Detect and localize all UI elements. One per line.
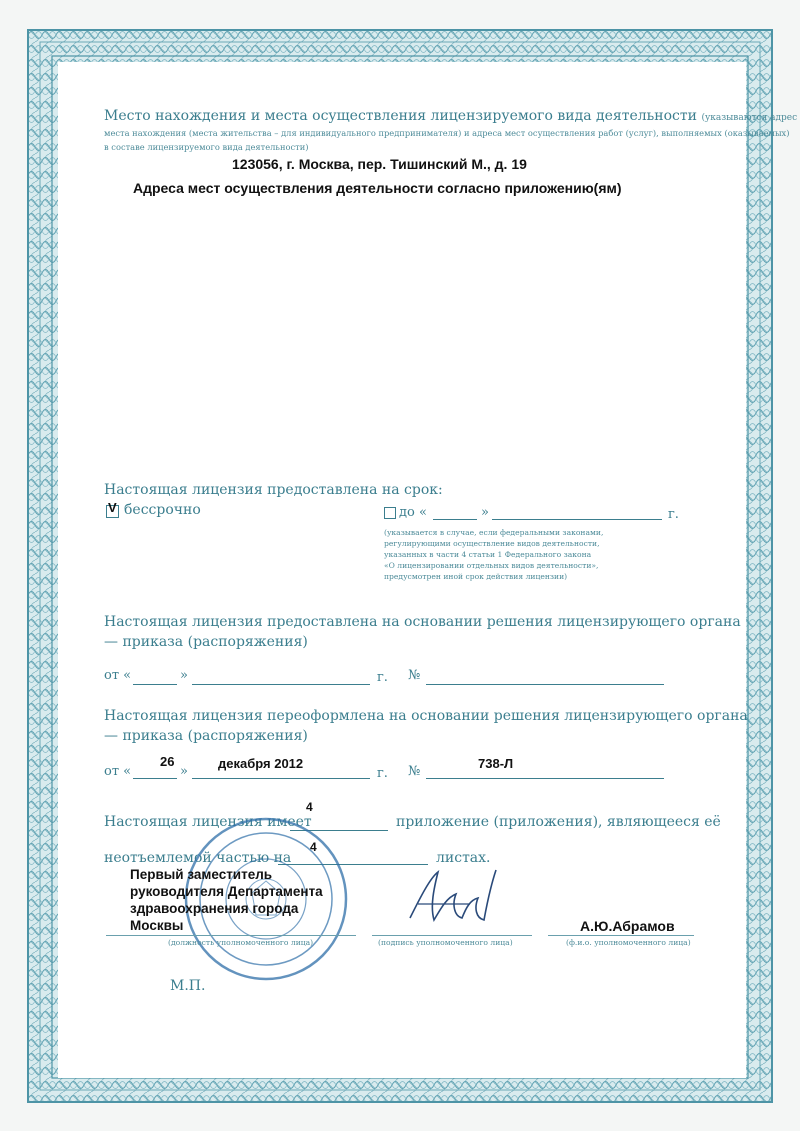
- reissued-date-line: [192, 778, 370, 779]
- appendix-sheets: 4: [310, 840, 317, 854]
- reissued-quote-close: »: [180, 764, 188, 779]
- granted-number-line: [426, 684, 664, 685]
- appendix-line2-prefix: неотъемлемой частью на: [104, 850, 292, 866]
- appendix-count: 4: [306, 800, 313, 814]
- signatory-position: [130, 866, 323, 934]
- appendix-line2-suffix: листах.: [436, 850, 491, 866]
- name-line: [548, 935, 694, 936]
- term-note-3: указанных в части 4 статьи 1 Федерального закона: [384, 550, 592, 559]
- location-heading: Место нахождения и места осуществления лицензируемого вида деятельности (указываются адрес: [104, 108, 798, 124]
- addresses-reference: Адреса мест осуществления деятельности согласно приложению(ям): [133, 180, 622, 196]
- appendix-line1-prefix: Настоящая лицензия имеет: [104, 814, 312, 830]
- until-checkbox: [384, 507, 396, 519]
- basis-reissued-line1: Настоящая лицензия переоформлена на основании решения лицензирующего органа: [104, 708, 748, 724]
- term-note-2: регулирующими осуществление видов деятельности,: [384, 539, 600, 548]
- signatory-name: А.Ю.Абрамов: [580, 918, 675, 934]
- term-note-1: (указывается в случае, если федеральными законами,: [384, 528, 604, 537]
- granted-number-label: №: [408, 668, 421, 683]
- reissued-month-year: декабря 2012: [218, 756, 304, 771]
- until-quote-close: »: [481, 505, 489, 520]
- check-mark: V: [108, 500, 117, 515]
- granted-date-line: [192, 684, 370, 685]
- unlimited-label: бессрочно: [124, 502, 201, 518]
- granted-year-suffix: г.: [377, 670, 388, 685]
- position-line-2: руководителя Департамента: [130, 884, 323, 899]
- reissued-from-label: от «: [104, 764, 132, 779]
- appendix-line1-suffix: приложение (приложения), являющееся её: [396, 814, 721, 830]
- signature-caption: (подпись уполномоченного лица): [378, 938, 513, 947]
- reissued-day: 26: [160, 754, 175, 769]
- position-line-3: здравоохранения города: [130, 901, 299, 916]
- handwritten-signature: [400, 858, 510, 938]
- location-note-2: места нахождения (места жительства – для индивидуального предпринимателя) и адреса мест осуществления работ (услуг), выполняемых (оказываемых): [104, 128, 790, 138]
- license-address: 123056, г. Москва, пер. Тишинский М., д. 19: [232, 156, 527, 172]
- reissued-number-line: [426, 778, 664, 779]
- name-caption: (ф.и.о. уполномоченного лица): [566, 938, 691, 947]
- term-heading: Настоящая лицензия предоставлена на срок:: [104, 482, 443, 498]
- granted-from-label: от «: [104, 668, 132, 683]
- position-line: [106, 935, 356, 936]
- reissued-number: 738-Л: [478, 756, 514, 771]
- until-date-line: [492, 519, 662, 520]
- granted-quote-close: »: [180, 668, 188, 683]
- term-note-5: предусмотрен иной срок действия лицензии): [384, 572, 568, 581]
- seal-label: М.П.: [170, 978, 206, 994]
- basis-reissued-line2: — приказа (распоряжения): [104, 728, 308, 744]
- signature-line: [372, 935, 532, 936]
- term-note-4: «О лицензировании отдельных видов деятельности»,: [384, 561, 599, 570]
- reissued-number-label: №: [408, 764, 421, 779]
- location-note-3: в составе лицензируемого вида деятельности): [104, 142, 309, 152]
- granted-day-line: [133, 684, 177, 685]
- until-label: до «: [399, 505, 427, 520]
- position-line-4: Москвы: [130, 918, 184, 933]
- position-caption: (должность уполномоченного лица): [168, 938, 314, 947]
- until-year-suffix: г.: [668, 507, 679, 522]
- location-note-1: (указываются адрес: [701, 113, 798, 123]
- reissued-year-suffix: г.: [377, 766, 388, 781]
- position-line-1: Первый заместитель: [130, 867, 273, 882]
- basis-granted-line1: Настоящая лицензия предоставлена на основании решения лицензирующего органа: [104, 614, 741, 630]
- until-day-line: [433, 519, 477, 520]
- basis-granted-line2: — приказа (распоряжения): [104, 634, 308, 650]
- reissued-day-line: [133, 778, 177, 779]
